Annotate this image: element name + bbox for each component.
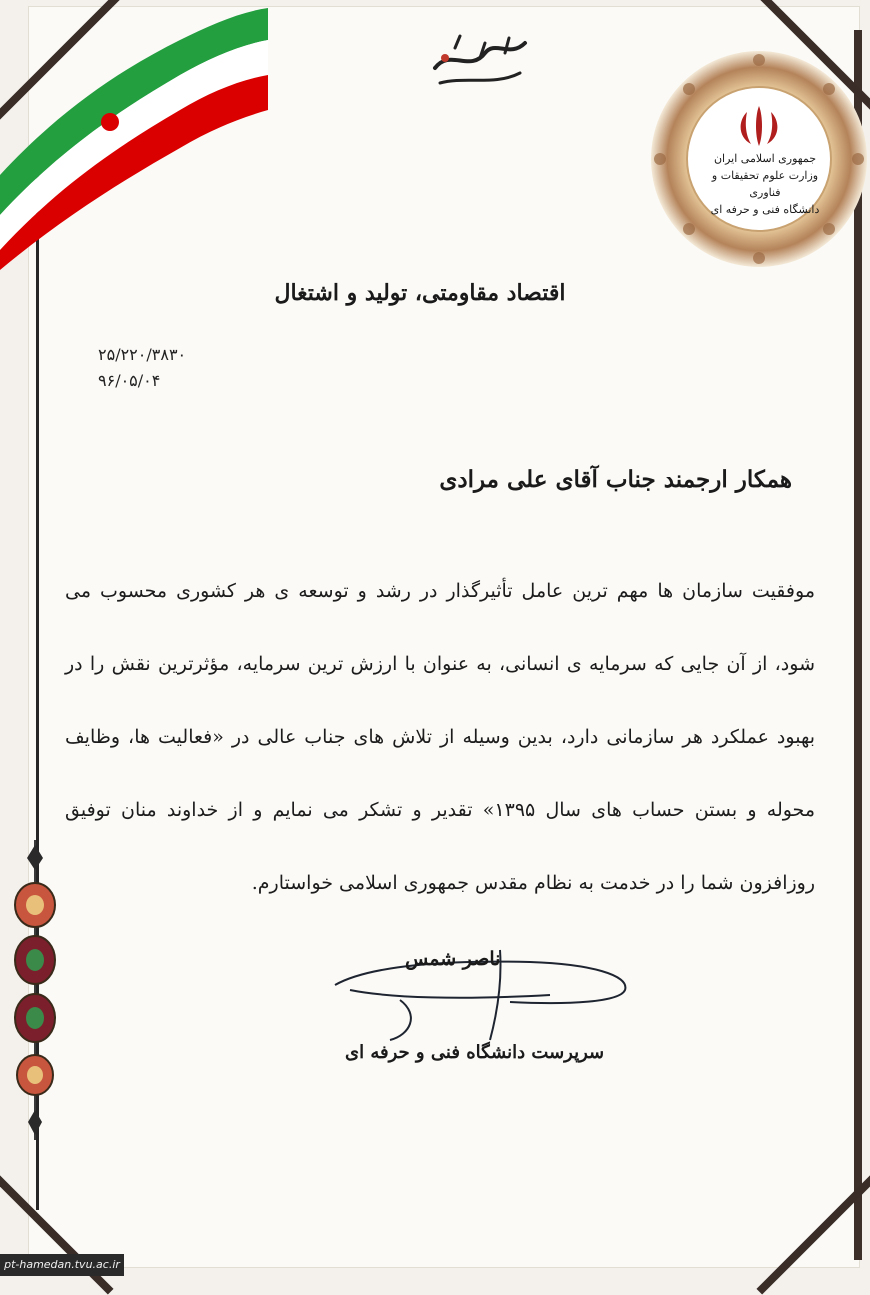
salutation: همکار ارجمند جناب آقای علی مرادی bbox=[439, 466, 792, 493]
motto-heading: اقتصاد مقاومتی، تولید و اشتغال bbox=[274, 280, 566, 306]
basmala-calligraphy-icon bbox=[425, 28, 535, 98]
emblem-line-ministry: وزارت علوم تحقیقات و فناوری bbox=[711, 169, 819, 199]
letter-body: موفقیت سازمان ها مهم ترین عامل تأثیرگذار در رشد و توسعه ی هر کشوری محسوب می شود، از آن جایی که سرمایه ی انسانی، به عنوان با ارزش ترین سرمایه، مؤثرترین نقش را در بهبود عملکرد هر سازمانی دارد، بدین وسیله از تلاش های جناب عالی در «فعالیت ها، وظایف محوله و بستن حساب های سال ۱۳۹۵» تقدیر و تشکر می نمایم و از خداوند منان توفیق روزافزون شما را در خدمت به نظام مقدس جمهوری اسلامی خواستارم. bbox=[65, 580, 815, 894]
reference-block bbox=[98, 342, 186, 394]
iran-flag-icon bbox=[0, 0, 280, 270]
ornament-icon bbox=[10, 840, 60, 1140]
emblem-line-university: دانشگاه فنی و حرفه ای bbox=[710, 203, 820, 216]
signer-name: ناصر شمس bbox=[405, 948, 501, 970]
signer-title: سرپرست دانشگاه فنی و حرفه ای bbox=[345, 1042, 605, 1063]
emblem-text bbox=[700, 150, 830, 218]
reference-date: ۹۶/۰۵/۰۴ bbox=[98, 371, 161, 390]
emblem-line-country: جمهوری اسلامی ایران bbox=[713, 152, 817, 165]
watermark-url: pt-hamedan.tvu.ac.ir bbox=[0, 1254, 124, 1276]
reference-number: ۲۵/۲۲۰/۳۸۳۰ bbox=[98, 345, 187, 364]
